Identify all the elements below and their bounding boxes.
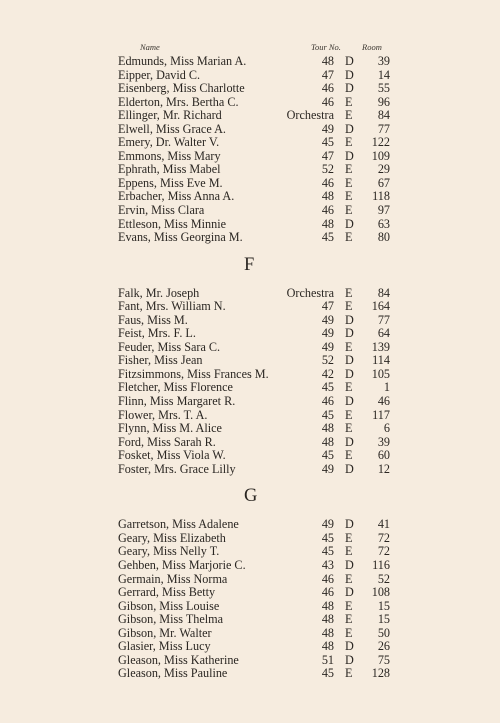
room-number: 108 <box>371 585 390 600</box>
passenger-name: Ford, Miss Sarah R. <box>118 434 216 449</box>
passenger-name: Fletcher, Miss Florence <box>118 380 233 395</box>
room-number: 80 <box>377 230 390 245</box>
room-number: 41 <box>377 517 390 532</box>
room-deck: D <box>345 394 354 409</box>
table-row <box>0 640 500 654</box>
passenger-name: Garretson, Miss Adalene <box>118 517 239 532</box>
tour-number: 48 <box>321 216 334 231</box>
passenger-name: Ettleson, Miss Minnie <box>118 216 226 231</box>
room-deck: E <box>345 135 353 150</box>
table-row <box>0 436 500 450</box>
passenger-name: Glasier, Miss Lucy <box>118 639 211 654</box>
room-deck: E <box>345 666 353 681</box>
tour-number: 51 <box>321 652 334 667</box>
room-number: 39 <box>377 434 390 449</box>
table-row <box>0 150 500 164</box>
section-letter-text: G <box>244 486 258 507</box>
room-number: 97 <box>377 203 390 218</box>
passenger-name: Evans, Miss Georgina M. <box>118 230 243 245</box>
column-header <box>0 42 500 54</box>
tour-number: 47 <box>321 299 334 314</box>
room-deck: D <box>345 326 354 341</box>
room-deck: D <box>345 81 354 96</box>
room-number: 114 <box>372 353 390 368</box>
tour-number: 45 <box>321 530 334 545</box>
table-row <box>0 300 500 314</box>
room-number: 72 <box>377 544 390 559</box>
room-deck: D <box>345 312 354 327</box>
room-number: 63 <box>377 216 390 231</box>
tour-number: 49 <box>321 461 334 476</box>
passenger-name: Flower, Mrs. T. A. <box>118 407 208 422</box>
room-number: 64 <box>377 326 390 341</box>
passenger-name: Flinn, Miss Margaret R. <box>118 394 236 409</box>
room-deck: E <box>345 571 353 586</box>
tour-number: 52 <box>321 162 334 177</box>
tour-number: 48 <box>321 639 334 654</box>
table-row <box>0 667 500 681</box>
room-deck: D <box>345 216 354 231</box>
header-room: Room <box>362 42 382 52</box>
tour-number: 46 <box>321 394 334 409</box>
room-deck: E <box>345 299 353 314</box>
table-row <box>0 123 500 137</box>
table-row <box>0 559 500 573</box>
passenger-name: Emery, Dr. Walter V. <box>118 135 220 150</box>
passenger-list <box>0 55 500 681</box>
room-number: 12 <box>377 461 390 476</box>
passenger-name: Fisher, Miss Jean <box>118 353 203 368</box>
passenger-name: Foster, Mrs. Grace Lilly <box>118 461 236 476</box>
tour-number: 48 <box>321 598 334 613</box>
passenger-name: Geary, Miss Nelly T. <box>118 544 220 559</box>
tour-number: 49 <box>321 121 334 136</box>
passenger-name: Fant, Mrs. William N. <box>118 299 226 314</box>
tour-number: 49 <box>321 326 334 341</box>
room-number: 60 <box>377 448 390 463</box>
room-number: 116 <box>372 557 390 572</box>
table-row <box>0 422 500 436</box>
passenger-name: Gibson, Miss Thelma <box>118 612 224 627</box>
section-letter <box>0 245 500 287</box>
passenger-name: Gleason, Miss Katherine <box>118 652 239 667</box>
room-deck: D <box>345 366 354 381</box>
table-row <box>0 368 500 382</box>
room-deck: D <box>345 67 354 82</box>
table-row <box>0 287 500 301</box>
room-deck: E <box>345 448 353 463</box>
passenger-name: Ervin, Miss Clara <box>118 203 205 218</box>
table-row <box>0 354 500 368</box>
passenger-name: Gleason, Miss Pauline <box>118 666 228 681</box>
passenger-name: Erbacher, Miss Anna A. <box>118 189 235 204</box>
room-number: 117 <box>372 407 390 422</box>
room-number: 72 <box>377 530 390 545</box>
passenger-name: Eisenberg, Miss Charlotte <box>118 81 245 96</box>
table-row <box>0 654 500 668</box>
passenger-name: Emmons, Miss Mary <box>118 148 221 163</box>
room-deck: D <box>345 585 354 600</box>
passenger-name: Fitzsimmons, Miss Frances M. <box>118 366 269 381</box>
room-number: 84 <box>377 285 390 300</box>
tour-number: 49 <box>321 339 334 354</box>
tour-number: 45 <box>321 544 334 559</box>
table-row <box>0 518 500 532</box>
room-deck: E <box>345 94 353 109</box>
passenger-name: Falk, Mr. Joseph <box>118 285 200 300</box>
section-letter-text: F <box>244 254 255 275</box>
room-number: 128 <box>371 666 390 681</box>
passenger-name: Elwell, Miss Grace A. <box>118 121 226 136</box>
tour-number: 46 <box>321 203 334 218</box>
room-deck: E <box>345 230 353 245</box>
tour-number: 45 <box>321 135 334 150</box>
room-number: 75 <box>377 652 390 667</box>
tour-number: 49 <box>321 517 334 532</box>
room-number: 139 <box>371 339 390 354</box>
tour-number: 48 <box>321 625 334 640</box>
room-deck: E <box>345 108 353 123</box>
table-row <box>0 573 500 587</box>
room-deck: E <box>345 189 353 204</box>
room-deck: E <box>345 203 353 218</box>
room-number: 1 <box>383 380 390 395</box>
room-number: 84 <box>377 108 390 123</box>
passenger-name: Germain, Miss Norma <box>118 571 228 586</box>
table-row <box>0 96 500 110</box>
passenger-name: Gehben, Miss Marjorie C. <box>118 557 246 572</box>
table-row <box>0 409 500 423</box>
room-number: 77 <box>377 121 390 136</box>
passenger-name: Ephrath, Miss Mabel <box>118 162 221 177</box>
room-number: 55 <box>377 81 390 96</box>
tour-number: 48 <box>321 434 334 449</box>
table-row <box>0 163 500 177</box>
tour-number: 45 <box>321 448 334 463</box>
table-row <box>0 613 500 627</box>
tour-number: 47 <box>321 67 334 82</box>
room-number: 77 <box>377 312 390 327</box>
room-deck: E <box>345 625 353 640</box>
passenger-name: Elderton, Mrs. Bertha C. <box>118 94 239 109</box>
table-row <box>0 218 500 232</box>
table-row <box>0 55 500 69</box>
room-deck: E <box>345 612 353 627</box>
passenger-name: Gibson, Mr. Walter <box>118 625 212 640</box>
room-deck: E <box>345 421 353 436</box>
table-row <box>0 82 500 96</box>
passenger-name: Ellinger, Mr. Richard <box>118 108 222 123</box>
table-row <box>0 136 500 150</box>
room-deck: E <box>345 380 353 395</box>
table-row <box>0 449 500 463</box>
tour-number: 47 <box>321 148 334 163</box>
room-number: 50 <box>377 625 390 640</box>
tour-number: 43 <box>321 557 334 572</box>
room-number: 14 <box>377 67 390 82</box>
room-number: 39 <box>377 54 390 68</box>
passenger-name: Flynn, Miss M. Alice <box>118 421 222 436</box>
table-row <box>0 627 500 641</box>
tour-number: 48 <box>321 612 334 627</box>
room-deck: D <box>345 353 354 368</box>
room-number: 109 <box>371 148 390 163</box>
room-number: 67 <box>377 175 390 190</box>
passenger-name: Gerrard, Miss Betty <box>118 585 216 600</box>
passenger-name: Fosket, Miss Viola W. <box>118 448 226 463</box>
tour-number: 46 <box>321 175 334 190</box>
room-number: 29 <box>377 162 390 177</box>
passenger-name: Geary, Miss Elizabeth <box>118 530 226 545</box>
room-number: 15 <box>377 598 390 613</box>
table-row <box>0 463 500 477</box>
tour-number: 45 <box>321 380 334 395</box>
tour-number: 48 <box>321 421 334 436</box>
header-tour: Tour No. <box>311 42 341 52</box>
room-number: 52 <box>377 571 390 586</box>
room-number: 122 <box>371 135 390 150</box>
room-deck: D <box>345 517 354 532</box>
passenger-name: Feuder, Miss Sara C. <box>118 339 221 354</box>
room-deck: D <box>345 121 354 136</box>
tour-number: 46 <box>321 94 334 109</box>
room-deck: E <box>345 285 353 300</box>
tour-number: 45 <box>321 666 334 681</box>
tour-number: 49 <box>321 312 334 327</box>
room-number: 46 <box>377 394 390 409</box>
header-name: Name <box>140 42 160 52</box>
room-deck: D <box>345 557 354 572</box>
table-row <box>0 190 500 204</box>
passenger-name: Eipper, David C. <box>118 67 201 82</box>
room-deck: D <box>345 54 354 68</box>
tour-number: 42 <box>321 366 334 381</box>
passenger-name: Eppens, Miss Eve M. <box>118 175 223 190</box>
table-row <box>0 586 500 600</box>
room-number: 6 <box>383 421 390 436</box>
room-deck: D <box>345 639 354 654</box>
table-row <box>0 545 500 559</box>
room-number: 26 <box>377 639 390 654</box>
table-row <box>0 109 500 123</box>
room-deck: D <box>345 434 354 449</box>
room-deck: E <box>345 530 353 545</box>
tour-number: 46 <box>321 571 334 586</box>
table-row <box>0 381 500 395</box>
passenger-name: Edmunds, Miss Marian A. <box>118 54 247 68</box>
room-number: 105 <box>371 366 390 381</box>
section-letter <box>0 476 500 518</box>
room-deck: E <box>345 162 353 177</box>
table-row <box>0 231 500 245</box>
table-row <box>0 314 500 328</box>
tour-number: Orchestra <box>286 285 334 300</box>
table-row <box>0 600 500 614</box>
tour-number: 52 <box>321 353 334 368</box>
room-deck: E <box>345 598 353 613</box>
tour-number: 46 <box>321 81 334 96</box>
room-number: 15 <box>377 612 390 627</box>
room-number: 118 <box>372 189 390 204</box>
room-deck: E <box>345 175 353 190</box>
table-row <box>0 395 500 409</box>
tour-number: 45 <box>321 230 334 245</box>
room-number: 164 <box>371 299 390 314</box>
room-deck: E <box>345 407 353 422</box>
table-row <box>0 69 500 83</box>
tour-number: 46 <box>321 585 334 600</box>
passenger-name: Gibson, Miss Louise <box>118 598 220 613</box>
room-deck: E <box>345 339 353 354</box>
room-deck: D <box>345 461 354 476</box>
tour-number: Orchestra <box>286 108 334 123</box>
room-number: 96 <box>377 94 390 109</box>
tour-number: 48 <box>321 54 334 68</box>
passenger-name: Faus, Miss M. <box>118 312 188 327</box>
room-deck: D <box>345 148 354 163</box>
table-row <box>0 204 500 218</box>
room-deck: D <box>345 652 354 667</box>
table-row <box>0 327 500 341</box>
table-row <box>0 532 500 546</box>
passenger-name: Feist, Mrs. F. L. <box>118 326 196 341</box>
tour-number: 45 <box>321 407 334 422</box>
table-row <box>0 177 500 191</box>
tour-number: 48 <box>321 189 334 204</box>
room-deck: E <box>345 544 353 559</box>
table-row <box>0 341 500 355</box>
